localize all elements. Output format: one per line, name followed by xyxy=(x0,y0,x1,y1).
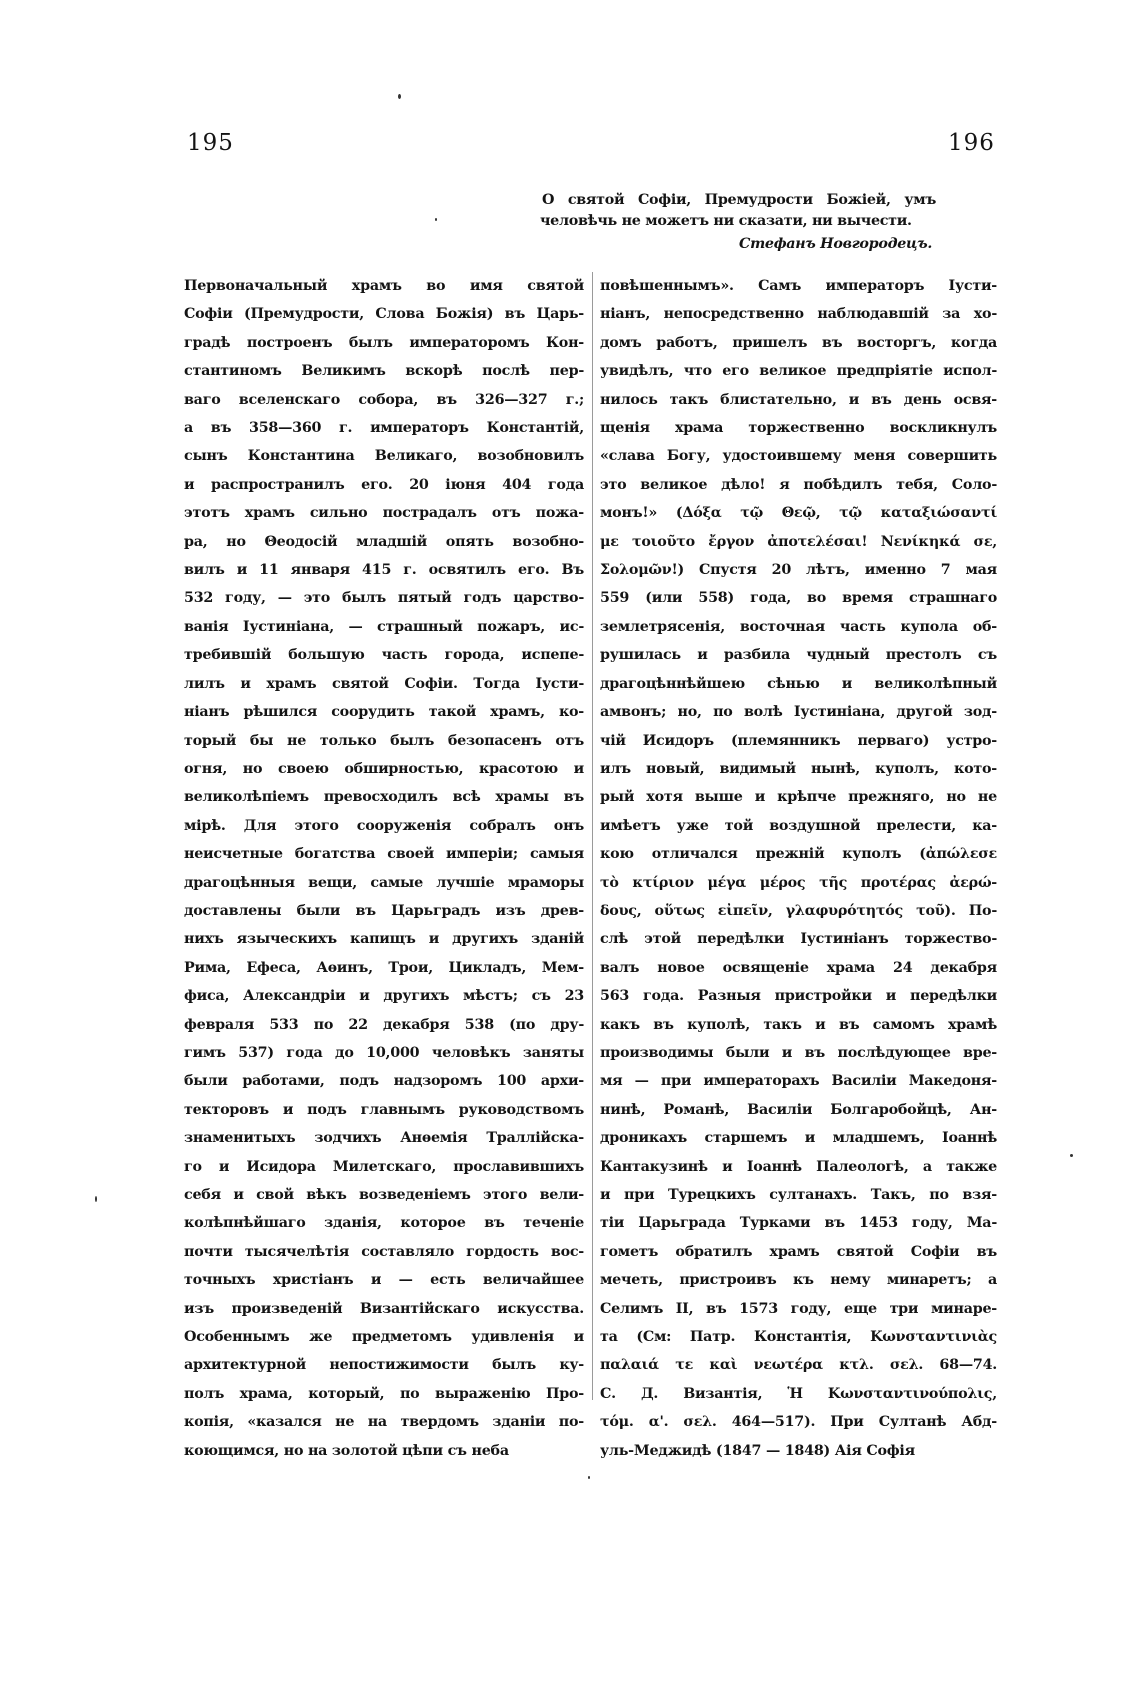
text-line: монъ!» (Δόξα τῷ Θεῷ, τῷ καταξιώσαντί xyxy=(600,505,997,522)
text-line: лилъ и храмъ святой Софіи. Тогда Іусти- xyxy=(184,675,584,692)
text-line: Особеннымъ же предметомъ удивленія и xyxy=(184,1329,584,1346)
text-line: нинѣ, Романѣ, Василіи Болгаробойцѣ, Ан- xyxy=(600,1101,997,1118)
text-line: мечеть, пристроивъ къ нему минаретъ; а xyxy=(600,1272,997,1289)
text-line: архитектурной непостижимости былъ ку- xyxy=(184,1357,584,1374)
text-line: валъ новое освященіе храма 24 декабря xyxy=(600,959,997,976)
text-column-left xyxy=(184,272,584,1465)
text-line: знаменитыхъ зодчихъ Анѳемія Траллійска- xyxy=(184,1130,584,1147)
text-line: торый бы не только былъ безопасенъ отъ xyxy=(184,732,584,749)
scan-speck xyxy=(398,94,401,99)
text-line: фиса, Александріи и другихъ мѣстъ; съ 23 xyxy=(184,988,584,1005)
text-line: Σολομῶν!) Спустя 20 лѣтъ, именно 7 мая xyxy=(600,562,997,579)
text-line: слѣ этой передѣлки Іустиніанъ торжество- xyxy=(600,931,997,948)
text-line: ванія Іустиніана, — страшный пожаръ, ис- xyxy=(184,618,584,635)
column-divider xyxy=(592,272,593,1400)
text-line: кою отличался прежній куполъ (ἀπώλεσε xyxy=(600,846,997,863)
text-line: Кантакузинѣ и Іоаннѣ Палеологѣ, а также xyxy=(600,1158,997,1175)
text-line: февраля 533 по 22 декабря 538 (по дру- xyxy=(184,1016,584,1033)
text-line: это великое дѣло! я побѣдилъ тебя, Соло- xyxy=(600,476,997,493)
text-line: увидѣлъ, что его великое предпріятіе испол- xyxy=(600,363,997,380)
epigraph xyxy=(540,190,936,255)
text-line: рый хотя выше и крѣпче прежняго, но не xyxy=(600,789,997,806)
text-line: гометъ обратилъ храмъ святой Софіи въ xyxy=(600,1243,997,1260)
text-line: этотъ храмъ сильно пострадалъ отъ пожа- xyxy=(184,505,584,522)
text-line: огня, но своею обширностью, красотою и xyxy=(184,760,584,777)
text-line: Первоначальный храмъ во имя святой xyxy=(184,278,584,294)
text-column-right xyxy=(600,272,997,1465)
text-line: нихъ языческихъ капищъ и другихъ зданій xyxy=(184,931,584,948)
text-line: 563 года. Разныя пристройки и передѣлки xyxy=(600,988,997,1005)
text-line: ра, но Θеодосій младшій опять возобно- xyxy=(184,533,584,550)
text-line: колѣпнѣйшаго зданія, которое въ теченіе xyxy=(184,1215,584,1232)
text-line: изъ произведеній Византійскаго искусства. xyxy=(184,1300,584,1317)
text-line: С. Д. Византія, Ἡ Κωνσταντινούπολις, xyxy=(600,1385,997,1402)
text-line: драгоцѣннѣйшею сѣнью и великолѣпный xyxy=(600,675,997,692)
text-line: были работами, подъ надзоромъ 100 архи- xyxy=(184,1073,584,1090)
text-line: почти тысячелѣтія составляло гордость вос- xyxy=(184,1243,584,1260)
text-line: «слава Богу, удостоившему меня совершить xyxy=(600,448,997,465)
text-line: требившій большую часть города, испепе- xyxy=(184,647,584,664)
text-line: мя — при императорахъ Василіи Македоня- xyxy=(600,1073,997,1090)
text-line: какъ въ куполѣ, такъ и въ самомъ храмѣ xyxy=(600,1016,997,1033)
text-line: δους, οὕτως εἰπεῖν, γλαφυρότητός τοῦ). По- xyxy=(600,902,997,919)
text-line: уль-Меджидѣ (1847 — 1848) Аія Софія xyxy=(600,1442,915,1459)
text-line: текторовъ и подъ главнымъ руководствомъ xyxy=(184,1101,584,1118)
text-line: τόμ. α'. σελ. 464—517). При Султанѣ Абд- xyxy=(600,1414,997,1431)
text-line: копія, «казался не на твердомъ зданіи по- xyxy=(184,1414,584,1431)
text-line: градѣ построенъ былъ императоромъ Кон- xyxy=(184,334,584,351)
text-line: Селимъ II, въ 1573 году, еще три минаре- xyxy=(600,1300,997,1317)
page-number-right: 196 xyxy=(948,130,995,156)
text-line: дроникахъ старшемъ и младшемъ, Іоаннѣ xyxy=(600,1130,997,1147)
text-line: и распространилъ его. 20 іюня 404 года xyxy=(184,476,584,493)
page-number-left: 195 xyxy=(187,130,234,156)
text-line: драгоцѣнныя вещи, самые лучшіе мраморы xyxy=(184,874,584,891)
text-line: себя и свой вѣкъ возведеніемъ этого вели- xyxy=(184,1187,584,1203)
scan-speck xyxy=(435,218,437,221)
epigraph-text: О святой Софіи, Премудрости Божіей, умъ человѣчь не можетъ ни сказати, ни вычести. xyxy=(540,192,936,229)
text-line: 559 (или 558) года, во время страшнаго xyxy=(600,590,997,607)
text-line: нилось такъ блистательно, и въ день освя- xyxy=(600,391,997,408)
text-line: имѣетъ уже той воздушной прелести, ка- xyxy=(600,817,997,834)
text-line: илъ новый, видимый нынѣ, куполъ, кото- xyxy=(600,760,997,777)
text-line: тіи Царьграда Турками въ 1453 году, Ма- xyxy=(600,1215,997,1232)
text-line: а въ 358—360 г. императоръ Константій, xyxy=(184,420,584,437)
text-line: полъ храма, который, по выраженію Про- xyxy=(184,1385,584,1402)
text-line: щенія храма торжественно воскликнулъ xyxy=(600,420,997,437)
text-line: та (См: Патр. Константія, Κωνσταντινιὰς xyxy=(600,1329,997,1346)
text-line: го и Исидора Милетскаго, прославившихъ xyxy=(184,1158,584,1175)
text-line: ніанъ, непосредственно наблюдавшій за хо- xyxy=(600,306,997,323)
text-line: παλαιά τε καὶ νεωτέρα κτλ. σελ. 68—74. xyxy=(600,1357,997,1374)
text-line: με τοιοῦτο ἔργον ἀποτελέσαι! Νενίκηκά σε, xyxy=(600,533,997,550)
text-line: Рима, Ефеса, Аѳинъ, Трои, Цикладъ, Мем- xyxy=(184,959,584,976)
text-line: домъ работъ, пришелъ въ восторгъ, когда xyxy=(600,334,997,351)
scan-speck xyxy=(1070,1154,1073,1157)
text-line: гимъ 537) года до 10,000 человѣкъ заняты xyxy=(184,1044,584,1061)
text-line: Софіи (Премудрости, Слова Божія) въ Царь- xyxy=(184,306,584,323)
text-line: ніанъ рѣшился соорудить такой храмъ, ко- xyxy=(184,704,584,721)
text-line: великолѣпіемъ превосходилъ всѣ храмы въ xyxy=(184,789,584,806)
scan-speck xyxy=(588,1476,590,1479)
text-line: амвонъ; но, по волѣ Іустиніана, другой зод- xyxy=(600,704,997,721)
text-line: рушилась и разбила чудный престолъ съ xyxy=(600,647,997,664)
scan-speck xyxy=(95,1196,97,1202)
text-line: 532 году, — это былъ пятый годъ царство- xyxy=(184,590,584,607)
text-line: сынъ Константина Великаго, возобновилъ xyxy=(184,448,584,465)
text-line: чій Исидоръ (племянникъ перваго) устро- xyxy=(600,732,997,749)
text-line: доставлены были въ Царьградъ изъ древ- xyxy=(184,902,584,919)
text-line: производимы были и въ послѣдующее вре- xyxy=(600,1044,997,1061)
text-line: τὸ κτίριον μέγα μέρος τῆς προτέρας ἀερώ- xyxy=(600,874,997,891)
text-line: мірѣ. Для этого сооруженія собралъ онъ xyxy=(184,817,584,834)
text-line: и при Турецкихъ султанахъ. Такъ, по взя- xyxy=(600,1187,997,1203)
text-line: ваго вселенскаго собора, въ 326—327 г.; xyxy=(184,391,584,408)
text-line: землетрясенія, восточная часть купола об- xyxy=(600,618,997,635)
text-line: стантиномъ Великимъ вскорѣ послѣ пер- xyxy=(184,363,584,380)
epigraph-author: Стефанъ Новгородецъ. xyxy=(739,236,932,252)
text-line: повѣшеннымъ». Самъ императоръ Іусти- xyxy=(600,278,997,294)
text-line: коющимся, но на золотой цѣпи съ неба xyxy=(184,1442,509,1459)
text-line: вилъ и 11 января 415 г. освятилъ его. Въ xyxy=(184,562,584,579)
text-line: неисчетные богатства своей имперіи; самыя xyxy=(184,846,584,863)
text-line: точныхъ христіанъ и — есть величайшее xyxy=(184,1272,584,1289)
